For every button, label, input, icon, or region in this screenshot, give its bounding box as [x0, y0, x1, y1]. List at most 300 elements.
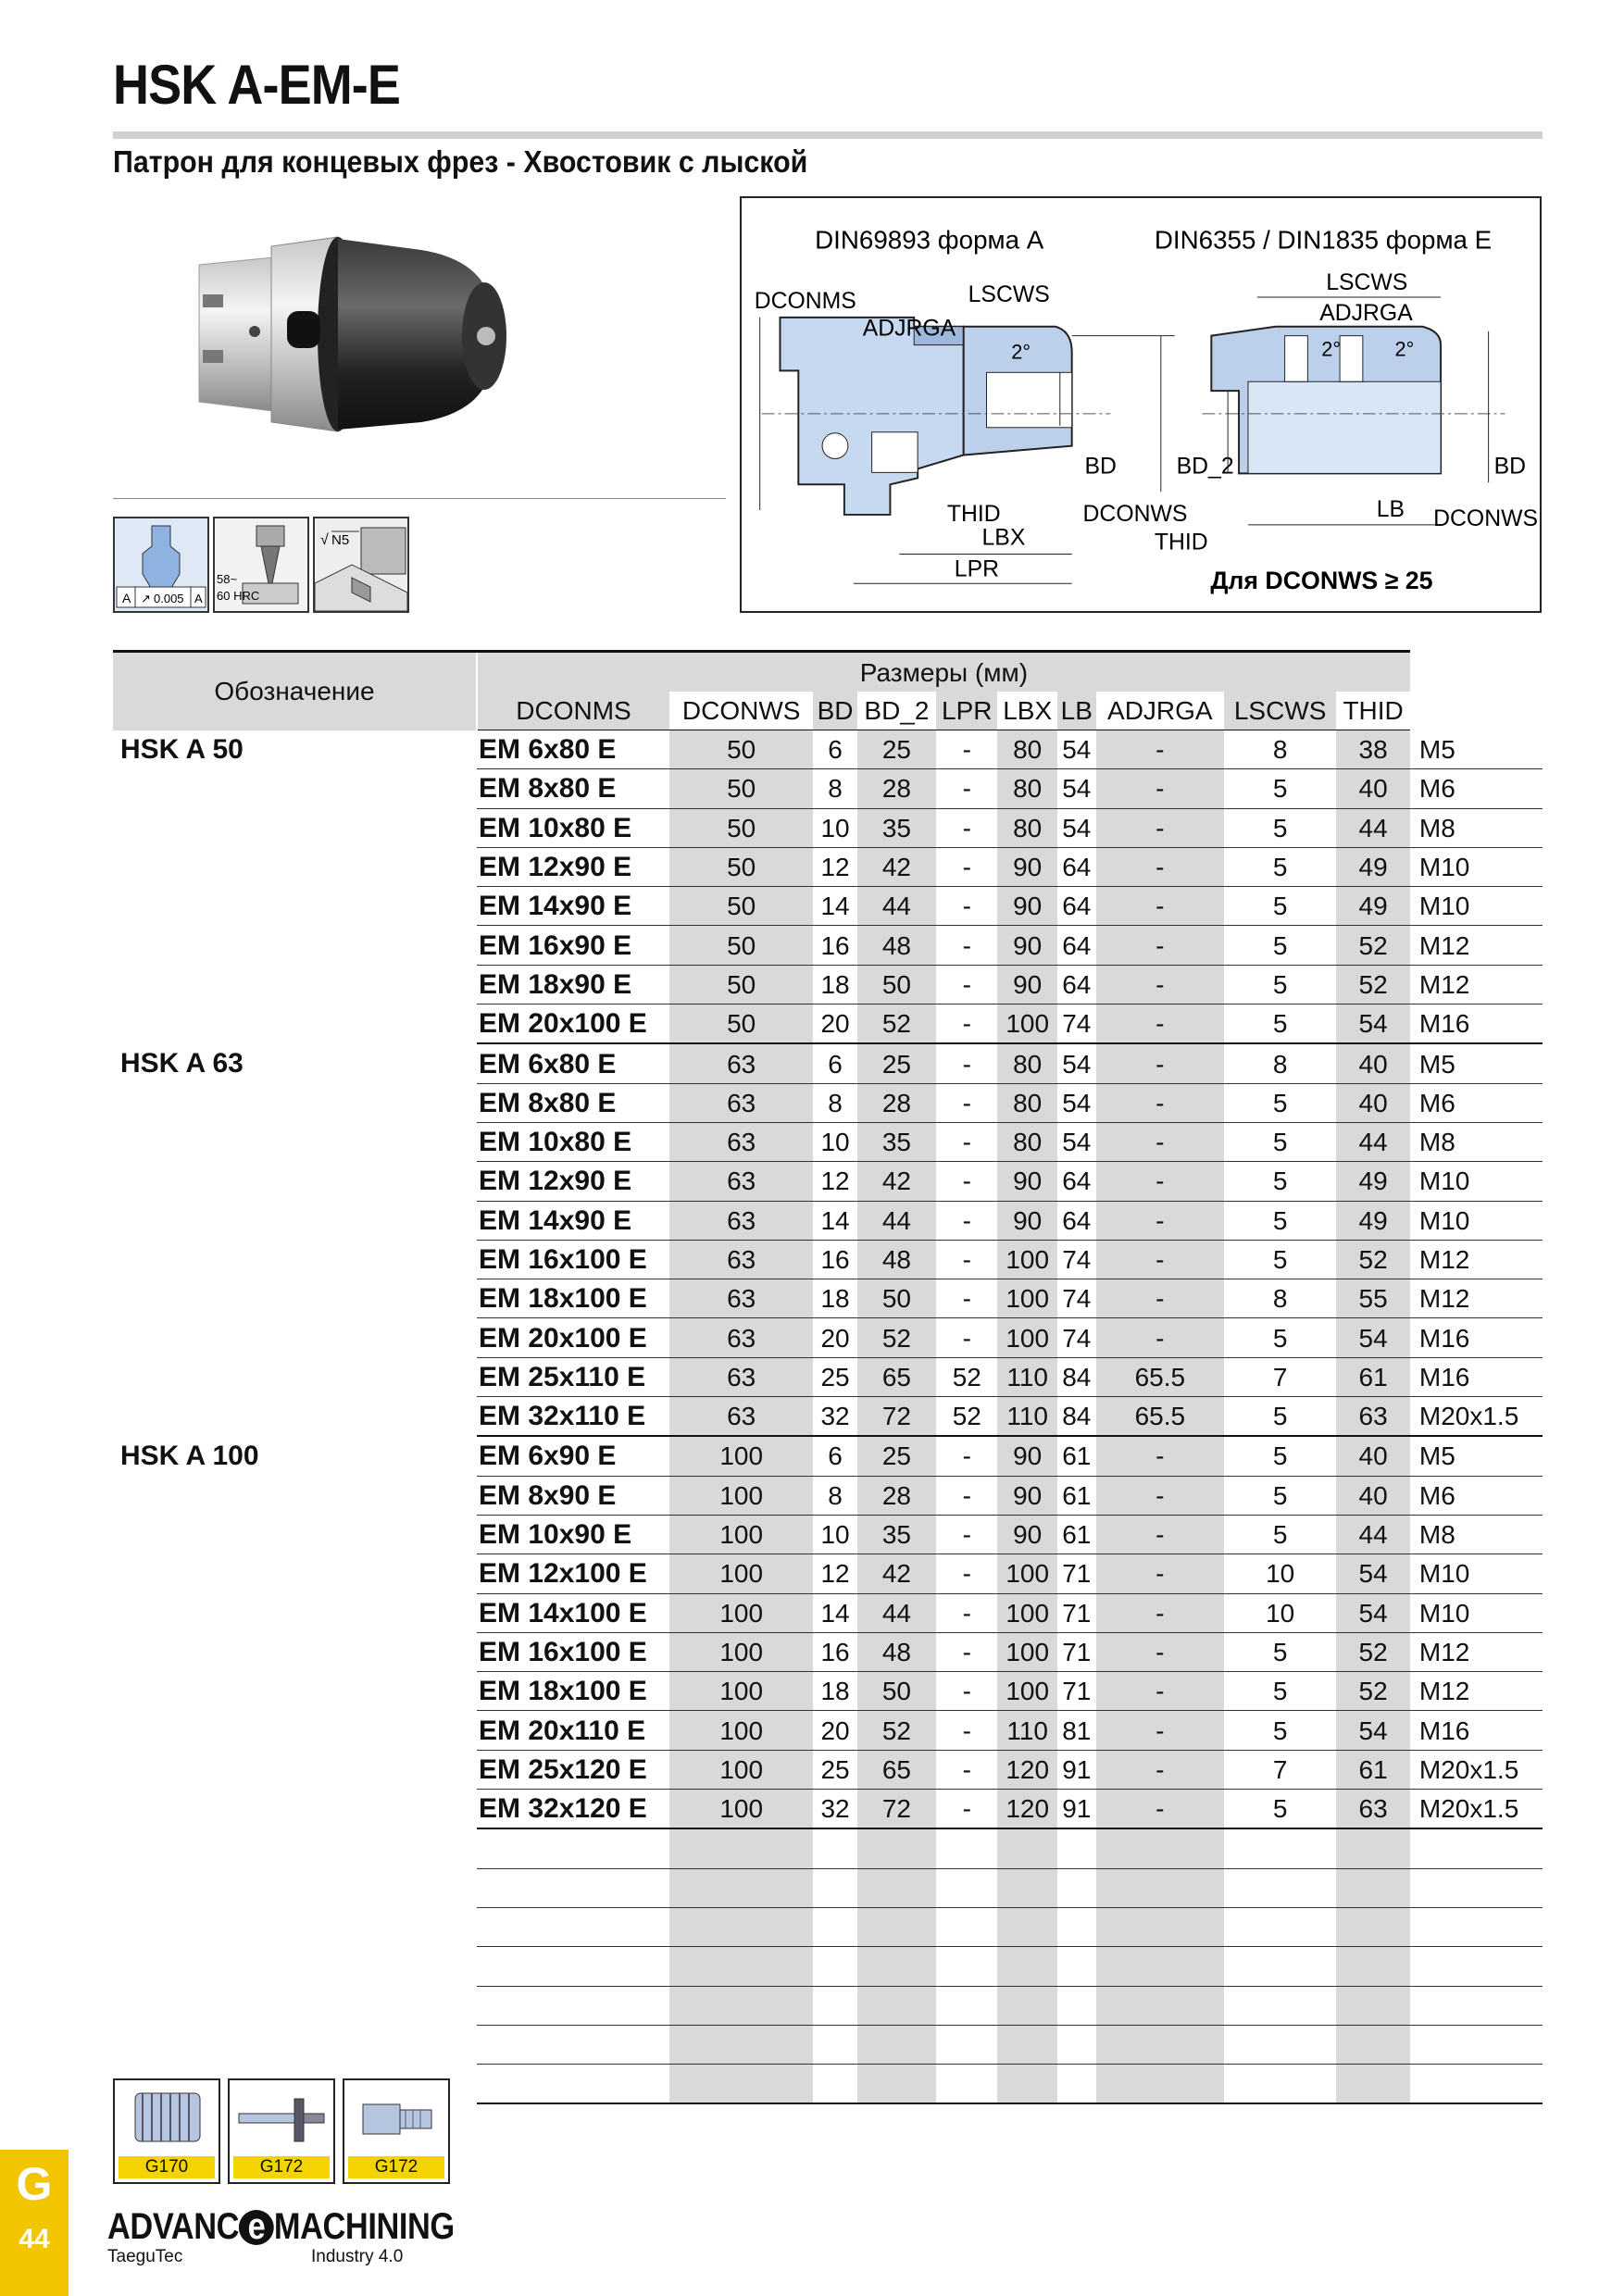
value-cell: 63	[669, 1318, 813, 1357]
value-cell: 5	[1224, 1004, 1336, 1044]
value-cell: 7	[1224, 1750, 1336, 1789]
value-cell: -	[936, 730, 997, 769]
value-cell: 55	[1336, 1279, 1410, 1318]
designation-cell: EM 12x90 E	[477, 1162, 669, 1201]
value-cell: -	[1096, 1750, 1224, 1789]
value-cell: 10	[813, 808, 856, 847]
value-cell: 100	[669, 1750, 813, 1789]
value-cell: 44	[857, 1201, 936, 1240]
value-cell: 64	[1057, 887, 1096, 926]
svg-text:58~: 58~	[217, 572, 238, 586]
hardness-feature-icon	[213, 517, 309, 613]
value-cell: 35	[857, 808, 936, 847]
value-cell: 80	[997, 808, 1056, 847]
value-cell: -	[936, 1790, 997, 1829]
value-cell: 71	[1057, 1672, 1096, 1711]
value-cell: 100	[997, 1240, 1056, 1279]
group-name	[113, 887, 477, 926]
value-cell: M8	[1410, 808, 1543, 847]
value-cell: -	[936, 1750, 997, 1789]
value-cell: -	[1096, 1436, 1224, 1476]
group-name	[113, 1318, 477, 1357]
value-cell: M6	[1410, 1476, 1543, 1515]
value-cell: 100	[669, 1554, 813, 1593]
value-cell: M12	[1410, 965, 1543, 1004]
value-cell: -	[936, 926, 997, 965]
collet-nut-icon	[115, 2080, 219, 2158]
table-row	[113, 1240, 1543, 1279]
value-cell: M10	[1410, 887, 1543, 926]
table-row	[113, 1004, 1543, 1044]
value-cell: 100	[669, 1632, 813, 1671]
designation-cell: EM 16x90 E	[477, 926, 669, 965]
value-cell: M16	[1410, 1004, 1543, 1044]
value-cell: 10	[1224, 1554, 1336, 1593]
divider	[113, 498, 726, 499]
designation-cell: EM 6x80 E	[477, 730, 669, 769]
value-cell: 12	[813, 1554, 856, 1593]
value-cell: 44	[857, 887, 936, 926]
designation-cell: EM 12x90 E	[477, 847, 669, 886]
value-cell: 50	[669, 926, 813, 965]
designation-cell: EM 18x100 E	[477, 1672, 669, 1711]
value-cell: -	[1096, 1632, 1224, 1671]
value-cell: 16	[813, 1632, 856, 1671]
value-cell: 6	[813, 1436, 856, 1476]
designation-cell: EM 10x80 E	[477, 1122, 669, 1161]
group-name	[113, 1201, 477, 1240]
value-cell: 5	[1224, 808, 1336, 847]
value-cell: -	[1096, 1122, 1224, 1161]
value-cell: 50	[857, 1279, 936, 1318]
value-cell: -	[936, 1554, 997, 1593]
group-name	[113, 1476, 477, 1515]
value-cell: -	[1096, 808, 1224, 847]
value-cell: M10	[1410, 847, 1543, 886]
value-cell: 90	[997, 1436, 1056, 1476]
value-cell: 100	[669, 1476, 813, 1515]
designation-cell: EM 32x120 E	[477, 1790, 669, 1829]
table-row	[113, 1593, 1543, 1632]
value-cell: M20x1.5	[1410, 1397, 1543, 1437]
value-cell: 28	[857, 1083, 936, 1122]
value-cell: 52	[857, 1318, 936, 1357]
value-cell: -	[1096, 769, 1224, 808]
value-cell: 42	[857, 1554, 936, 1593]
runout-feature-icon	[113, 517, 209, 613]
value-cell: -	[1096, 1672, 1224, 1711]
value-cell: -	[1096, 1162, 1224, 1201]
value-cell: 5	[1224, 926, 1336, 965]
value-cell: 63	[669, 1201, 813, 1240]
value-cell: 52	[1336, 926, 1410, 965]
accessory-wrench[interactable]	[228, 2078, 335, 2184]
value-cell: 25	[857, 730, 936, 769]
value-cell: 49	[1336, 847, 1410, 886]
table-row	[113, 1279, 1543, 1318]
value-cell: -	[1096, 1083, 1224, 1122]
value-cell: 120	[997, 1750, 1056, 1789]
group-name: HSK A 50	[120, 734, 244, 766]
value-cell: 54	[1336, 1554, 1410, 1593]
table-row	[113, 1043, 1543, 1083]
value-cell: 100	[997, 1318, 1056, 1357]
table-row	[113, 1476, 1543, 1515]
value-cell: 74	[1057, 1279, 1096, 1318]
value-cell: 50	[669, 1004, 813, 1044]
technical-drawing	[740, 196, 1542, 613]
value-cell: -	[1096, 1711, 1224, 1750]
col-header: THID	[1336, 692, 1410, 730]
col-header: BD	[813, 692, 856, 730]
value-cell: 100	[997, 1004, 1056, 1044]
group-name	[113, 1554, 477, 1593]
value-cell: 50	[669, 808, 813, 847]
brand-logo: ADVANC e MACHINING TaeguTec Industry 4.0	[107, 2206, 455, 2266]
value-cell: 63	[669, 1162, 813, 1201]
group-name	[113, 769, 477, 808]
col-header: DCONMS	[477, 692, 669, 730]
value-cell: 71	[1057, 1554, 1096, 1593]
col-header: BD_2	[857, 692, 936, 730]
value-cell: 5	[1224, 1672, 1336, 1711]
designation-cell: EM 25x110 E	[477, 1357, 669, 1396]
svg-text:DIN69893 форма A: DIN69893 форма A	[815, 225, 1044, 255]
value-cell: 63	[669, 1083, 813, 1122]
value-cell: 35	[857, 1122, 936, 1161]
designation-cell: EM 14x90 E	[477, 887, 669, 926]
value-cell: M5	[1410, 1043, 1543, 1083]
surface-finish-feature-icon	[313, 517, 409, 613]
value-cell: 20	[813, 1711, 856, 1750]
value-cell: -	[936, 847, 997, 886]
value-cell: -	[936, 1632, 997, 1671]
value-cell: -	[936, 1083, 997, 1122]
product-photo	[190, 230, 625, 443]
svg-text:LB: LB	[1376, 496, 1405, 522]
designation-cell: EM 10x80 E	[477, 808, 669, 847]
designation-cell: EM 32x110 E	[477, 1397, 669, 1437]
value-cell: -	[1096, 730, 1224, 769]
value-cell: 61	[1336, 1750, 1410, 1789]
col-header: LBX	[997, 692, 1056, 730]
value-cell: 49	[1336, 887, 1410, 926]
value-cell: -	[936, 1515, 997, 1554]
empty-row	[113, 1947, 1543, 1986]
group-name	[113, 1122, 477, 1161]
value-cell: 10	[1224, 1593, 1336, 1632]
value-cell: 74	[1057, 1004, 1096, 1044]
svg-text:THID: THID	[1154, 530, 1208, 555]
value-cell: M16	[1410, 1357, 1543, 1396]
value-cell: 110	[997, 1397, 1056, 1437]
svg-text:N5: N5	[331, 532, 350, 548]
value-cell: 80	[997, 1122, 1056, 1161]
group-name	[113, 1357, 477, 1396]
value-cell: 72	[857, 1397, 936, 1437]
value-cell: 63	[669, 1279, 813, 1318]
value-cell: M10	[1410, 1593, 1543, 1632]
page-title: HSK A-EM-E	[113, 54, 400, 116]
value-cell: M6	[1410, 769, 1543, 808]
value-cell: 54	[1057, 1122, 1096, 1161]
value-cell: 52	[1336, 1672, 1410, 1711]
value-cell: 80	[997, 1083, 1056, 1122]
value-cell: -	[1096, 1240, 1224, 1279]
value-cell: 18	[813, 1279, 856, 1318]
spec-table	[113, 650, 1543, 2104]
designation-cell: EM 8x90 E	[477, 1476, 669, 1515]
value-cell: 18	[813, 965, 856, 1004]
value-cell: 63	[1336, 1397, 1410, 1437]
table-row	[113, 1122, 1543, 1161]
value-cell: 8	[1224, 1279, 1336, 1318]
svg-text:THID: THID	[946, 501, 1001, 527]
value-cell: -	[1096, 1554, 1224, 1593]
value-cell: -	[936, 1043, 997, 1083]
value-cell: 54	[1336, 1593, 1410, 1632]
value-cell: 5	[1224, 1515, 1336, 1554]
value-cell: 5	[1224, 1790, 1336, 1829]
value-cell: 74	[1057, 1240, 1096, 1279]
value-cell: 5	[1224, 1083, 1336, 1122]
designation-cell: EM 25x120 E	[477, 1750, 669, 1789]
value-cell: 100	[669, 1593, 813, 1632]
value-cell: -	[1096, 926, 1224, 965]
value-cell: -	[936, 1122, 997, 1161]
svg-text:LBX: LBX	[981, 525, 1026, 551]
col-header: ADJRGA	[1096, 692, 1224, 730]
value-cell: 44	[1336, 1122, 1410, 1161]
group-name	[113, 1672, 477, 1711]
value-cell: -	[1096, 1515, 1224, 1554]
value-cell: M10	[1410, 1162, 1543, 1201]
table-row	[113, 1201, 1543, 1240]
value-cell: 8	[813, 1083, 856, 1122]
value-cell: 72	[857, 1790, 936, 1829]
value-cell: 38	[1336, 730, 1410, 769]
value-cell: 42	[857, 847, 936, 886]
value-cell: 20	[813, 1004, 856, 1044]
value-cell: 54	[1336, 1004, 1410, 1044]
value-cell: 8	[813, 1476, 856, 1515]
value-cell: 64	[1057, 926, 1096, 965]
col-designation: Обозначение	[113, 652, 477, 730]
value-cell: -	[936, 887, 997, 926]
value-cell: -	[936, 769, 997, 808]
value-cell: 6	[813, 1043, 856, 1083]
group-name	[113, 1004, 477, 1044]
table-row	[113, 1357, 1543, 1396]
value-cell: 100	[997, 1632, 1056, 1671]
value-cell: 61	[1057, 1476, 1096, 1515]
value-cell: 48	[857, 1632, 936, 1671]
value-cell: 12	[813, 1162, 856, 1201]
table-row	[113, 1083, 1543, 1122]
value-cell: 20	[813, 1318, 856, 1357]
group-name: HSK A 63	[120, 1048, 244, 1079]
value-cell: 71	[1057, 1632, 1096, 1671]
value-cell: 65.5	[1096, 1357, 1224, 1396]
table-row	[113, 730, 1543, 769]
value-cell: M12	[1410, 1240, 1543, 1279]
value-cell: 52	[1336, 965, 1410, 1004]
table-row	[113, 1515, 1543, 1554]
table-row	[113, 1162, 1543, 1201]
value-cell: -	[936, 1004, 997, 1044]
table-row	[113, 1397, 1543, 1437]
group-name	[113, 1083, 477, 1122]
value-cell: 5	[1224, 769, 1336, 808]
value-cell: 90	[997, 1515, 1056, 1554]
value-cell: M10	[1410, 1554, 1543, 1593]
value-cell: 64	[1057, 1162, 1096, 1201]
value-cell: 5	[1224, 1436, 1336, 1476]
svg-text:LPR: LPR	[954, 556, 999, 582]
group-name	[113, 1593, 477, 1632]
value-cell: 40	[1336, 769, 1410, 808]
value-cell: M16	[1410, 1711, 1543, 1750]
value-cell: 61	[1336, 1357, 1410, 1396]
value-cell: 90	[997, 1201, 1056, 1240]
table-row	[113, 1790, 1543, 1829]
value-cell: 84	[1057, 1357, 1096, 1396]
empty-row	[113, 2025, 1543, 2064]
svg-text:2°: 2°	[1394, 337, 1415, 361]
table-row	[113, 965, 1543, 1004]
value-cell: 90	[997, 926, 1056, 965]
value-cell: 100	[997, 1279, 1056, 1318]
value-cell: 54	[1336, 1318, 1410, 1357]
col-header: LB	[1057, 692, 1096, 730]
value-cell: 80	[997, 769, 1056, 808]
value-cell: 90	[997, 847, 1056, 886]
value-cell: 52	[936, 1397, 997, 1437]
section-letter: G	[16, 2158, 53, 2210]
value-cell: -	[1096, 847, 1224, 886]
value-cell: -	[936, 965, 997, 1004]
accessory-stop-screw[interactable]	[343, 2078, 450, 2184]
value-cell: 5	[1224, 887, 1336, 926]
group-name	[113, 1632, 477, 1671]
value-cell: -	[1096, 1201, 1224, 1240]
designation-cell: EM 18x90 E	[477, 965, 669, 1004]
value-cell: 25	[857, 1043, 936, 1083]
accessory-page-label: G172	[348, 2156, 444, 2178]
value-cell: 74	[1057, 1318, 1096, 1357]
col-header: LSCWS	[1224, 692, 1336, 730]
designation-cell: EM 8x80 E	[477, 1083, 669, 1122]
value-cell: 71	[1057, 1593, 1096, 1632]
empty-row	[113, 1828, 1543, 1868]
value-cell: 5	[1224, 1162, 1336, 1201]
value-cell: 5	[1224, 1318, 1336, 1357]
designation-cell: EM 10x90 E	[477, 1515, 669, 1554]
value-cell: 48	[857, 926, 936, 965]
title-rule	[113, 131, 1543, 139]
value-cell: 44	[1336, 808, 1410, 847]
table-row	[113, 847, 1543, 886]
value-cell: 100	[669, 1790, 813, 1829]
designation-cell: EM 6x90 E	[477, 1436, 669, 1476]
value-cell: -	[936, 1162, 997, 1201]
value-cell: 18	[813, 1672, 856, 1711]
value-cell: -	[1096, 1593, 1224, 1632]
value-cell: 32	[813, 1790, 856, 1829]
value-cell: 28	[857, 769, 936, 808]
value-cell: M20x1.5	[1410, 1790, 1543, 1829]
col-header: LPR	[936, 692, 997, 730]
value-cell: 32	[813, 1397, 856, 1437]
svg-text:2°: 2°	[1011, 340, 1031, 364]
value-cell: 63	[1336, 1790, 1410, 1829]
group-name	[113, 847, 477, 886]
value-cell: -	[936, 1711, 997, 1750]
value-cell: 40	[1336, 1476, 1410, 1515]
svg-text:ADJRGA: ADJRGA	[1319, 300, 1413, 326]
value-cell: 54	[1057, 730, 1096, 769]
value-cell: 40	[1336, 1436, 1410, 1476]
svg-text:ADJRGA: ADJRGA	[862, 316, 956, 342]
value-cell: 100	[997, 1672, 1056, 1711]
value-cell: -	[936, 1318, 997, 1357]
value-cell: 64	[1057, 847, 1096, 886]
value-cell: 5	[1224, 1201, 1336, 1240]
value-cell: 8	[813, 769, 856, 808]
value-cell: 5	[1224, 1397, 1336, 1437]
value-cell: 16	[813, 1240, 856, 1279]
value-cell: 5	[1224, 1711, 1336, 1750]
value-cell: 61	[1057, 1515, 1096, 1554]
value-cell: 44	[857, 1593, 936, 1632]
value-cell: 52	[857, 1004, 936, 1044]
value-cell: 54	[1336, 1711, 1410, 1750]
value-cell: M6	[1410, 1083, 1543, 1122]
value-cell: 65.5	[1096, 1397, 1224, 1437]
value-cell: 100	[669, 1515, 813, 1554]
value-cell: 50	[669, 730, 813, 769]
value-cell: 28	[857, 1476, 936, 1515]
value-cell: 50	[669, 887, 813, 926]
table-row	[113, 769, 1543, 808]
value-cell: 5	[1224, 1632, 1336, 1671]
value-cell: -	[1096, 1004, 1224, 1044]
designation-cell: EM 12x100 E	[477, 1554, 669, 1593]
group-name	[113, 1790, 477, 1829]
designation-cell: EM 14x100 E	[477, 1593, 669, 1632]
value-cell: -	[936, 1672, 997, 1711]
value-cell: 91	[1057, 1790, 1096, 1829]
value-cell: 10	[813, 1122, 856, 1161]
designation-cell: EM 18x100 E	[477, 1279, 669, 1318]
value-cell: M10	[1410, 1201, 1543, 1240]
accessory-page-label: G172	[233, 2156, 330, 2178]
value-cell: 52	[936, 1357, 997, 1396]
value-cell: 54	[1057, 769, 1096, 808]
value-cell: 54	[1057, 808, 1096, 847]
accessory-collet-nut[interactable]	[113, 2078, 220, 2184]
table-row	[113, 1436, 1543, 1476]
value-cell: 91	[1057, 1750, 1096, 1789]
value-cell: 25	[857, 1436, 936, 1476]
value-cell: -	[936, 1279, 997, 1318]
value-cell: -	[1096, 1790, 1224, 1829]
value-cell: M16	[1410, 1318, 1543, 1357]
svg-text:DCONMS: DCONMS	[754, 288, 856, 314]
value-cell: 65	[857, 1750, 936, 1789]
svg-text:0.005: 0.005	[154, 592, 184, 605]
value-cell: 5	[1224, 1240, 1336, 1279]
